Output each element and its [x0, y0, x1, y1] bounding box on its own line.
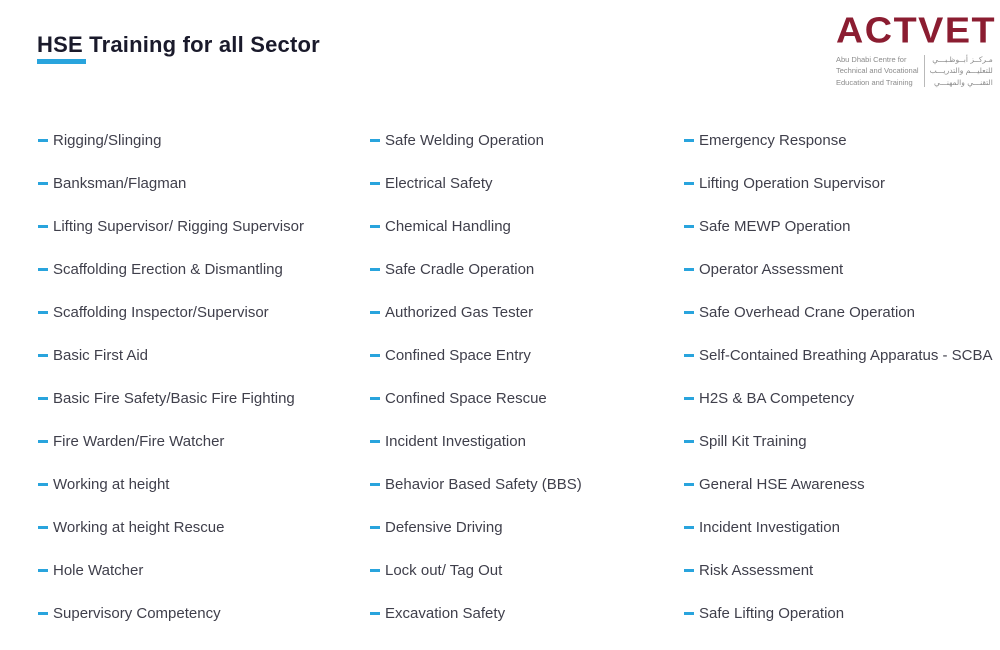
list-item — [684, 592, 993, 635]
dash-bullet-icon — [38, 612, 48, 615]
dash-bullet-icon — [38, 526, 48, 529]
training-course-label: Lifting Supervisor/ Rigging Supervisor — [53, 218, 304, 235]
list-item — [370, 334, 582, 377]
training-course-label: Incident Investigation — [699, 519, 840, 536]
dash-bullet-icon — [684, 569, 694, 572]
dash-bullet-icon — [684, 139, 694, 142]
dash-bullet-icon — [684, 354, 694, 357]
training-course-label: Safe Overhead Crane Operation — [699, 304, 915, 321]
dash-bullet-icon — [38, 225, 48, 228]
list-item — [684, 377, 993, 420]
dash-bullet-icon — [370, 139, 380, 142]
list-item — [370, 162, 582, 205]
dash-bullet-icon — [370, 354, 380, 357]
dash-bullet-icon — [370, 483, 380, 486]
list-item — [684, 162, 993, 205]
training-course-label: Chemical Handling — [385, 218, 511, 235]
dash-bullet-icon — [38, 397, 48, 400]
training-course-label: Rigging/Slinging — [53, 132, 162, 149]
list-item — [684, 506, 993, 549]
list-item — [684, 291, 993, 334]
list-item — [38, 420, 304, 463]
list-item — [684, 420, 993, 463]
actvet-logo — [836, 12, 1000, 88]
training-course-label: Working at height Rescue — [53, 519, 225, 536]
logo-arabic-line: للتعليـــم والتدريـــب — [929, 66, 993, 76]
list-item — [684, 334, 993, 377]
training-course-label: Basic Fire Safety/Basic Fire Fighting — [53, 390, 295, 407]
logo-divider — [924, 55, 925, 87]
logo-arabic-line: التقنـــي والمهنـــي — [933, 77, 993, 87]
list-item — [38, 377, 304, 420]
training-course-label: Banksman/Flagman — [53, 175, 187, 192]
dash-bullet-icon — [38, 440, 48, 443]
dash-bullet-icon — [370, 397, 380, 400]
dash-bullet-icon — [370, 268, 380, 271]
logo-taglines — [836, 54, 1000, 88]
dash-bullet-icon — [370, 569, 380, 572]
title-underline-bar — [37, 59, 86, 64]
training-course-label: Lifting Operation Supervisor — [699, 175, 885, 192]
dash-bullet-icon — [370, 612, 380, 615]
training-course-label: Confined Space Entry — [385, 347, 531, 364]
dash-bullet-icon — [370, 182, 380, 185]
training-course-label: Defensive Driving — [385, 519, 503, 536]
dash-bullet-icon — [370, 225, 380, 228]
list-item — [684, 205, 993, 248]
training-course-label: Supervisory Competency — [53, 605, 221, 622]
dash-bullet-icon — [684, 526, 694, 529]
list-item — [370, 420, 582, 463]
dash-bullet-icon — [38, 311, 48, 314]
training-course-label: Scaffolding Erection & Dismantling — [53, 261, 283, 278]
training-course-label: Lock out/ Tag Out — [385, 562, 503, 579]
logo-tagline-line: Technical and Vocational — [836, 66, 919, 76]
list-item — [684, 119, 993, 162]
training-course-label: Self-Contained Breathing Apparatus - SCBA — [699, 347, 993, 364]
dash-bullet-icon — [370, 311, 380, 314]
training-course-label: Safe Cradle Operation — [385, 261, 535, 278]
dash-bullet-icon — [38, 182, 48, 185]
dash-bullet-icon — [38, 268, 48, 271]
list-item — [38, 334, 304, 377]
logo-tagline-arabic — [930, 54, 993, 88]
list-item — [38, 506, 304, 549]
list-item — [370, 592, 582, 635]
training-course-label: Emergency Response — [699, 132, 847, 149]
dash-bullet-icon — [684, 440, 694, 443]
dash-bullet-icon — [38, 354, 48, 357]
dash-bullet-icon — [370, 440, 380, 443]
training-column-3 — [684, 119, 993, 635]
dash-bullet-icon — [684, 268, 694, 271]
list-item — [370, 205, 582, 248]
list-item — [38, 248, 304, 291]
dash-bullet-icon — [684, 483, 694, 486]
dash-bullet-icon — [684, 225, 694, 228]
logo-tagline-english — [836, 54, 919, 88]
training-course-label: Safe Lifting Operation — [699, 605, 845, 622]
training-course-label: Electrical Safety — [385, 175, 493, 192]
list-item — [38, 463, 304, 506]
dash-bullet-icon — [38, 569, 48, 572]
list-item — [38, 291, 304, 334]
training-course-label: Basic First Aid — [53, 347, 149, 364]
list-item — [370, 377, 582, 420]
dash-bullet-icon — [370, 526, 380, 529]
training-course-label: Excavation Safety — [385, 605, 506, 622]
list-item — [38, 162, 304, 205]
list-item — [370, 291, 582, 334]
training-course-label: Scaffolding Inspector/Supervisor — [53, 304, 269, 321]
dash-bullet-icon — [38, 139, 48, 142]
page-title: HSE Training for all Sector — [37, 32, 320, 57]
logo-arabic-line: مـركــز أبــوظـبـــي — [932, 55, 993, 64]
training-course-label: Incident Investigation — [385, 433, 526, 450]
training-course-label: Safe Welding Operation — [385, 132, 544, 149]
dash-bullet-icon — [684, 612, 694, 615]
list-item — [38, 549, 304, 592]
list-item — [370, 506, 582, 549]
list-item — [370, 248, 582, 291]
list-item — [684, 463, 993, 506]
training-course-label: General HSE Awareness — [699, 476, 865, 493]
list-item — [38, 205, 304, 248]
dash-bullet-icon — [684, 311, 694, 314]
list-item — [684, 549, 993, 592]
list-item — [370, 463, 582, 506]
training-course-label: H2S & BA Competency — [699, 390, 855, 407]
training-course-label: Hole Watcher — [53, 562, 144, 579]
actvet-wordmark: ACTVET — [836, 10, 997, 51]
training-column-1 — [38, 119, 304, 635]
training-course-label: Confined Space Rescue — [385, 390, 547, 407]
training-course-label: Operator Assessment — [699, 261, 844, 278]
list-item — [370, 119, 582, 162]
training-course-label: Risk Assessment — [699, 562, 814, 579]
training-course-label: Working at height — [53, 476, 170, 493]
training-course-label: Behavior Based Safety (BBS) — [385, 476, 582, 493]
training-course-label: Fire Warden/Fire Watcher — [53, 433, 225, 450]
list-item — [38, 119, 304, 162]
dash-bullet-icon — [684, 182, 694, 185]
training-course-label: Authorized Gas Tester — [385, 304, 534, 321]
training-course-label: Safe MEWP Operation — [699, 218, 851, 235]
logo-tagline-line: Education and Training — [836, 77, 913, 87]
list-item — [38, 592, 304, 635]
logo-tagline-line: Abu Dhabi Centre for — [836, 55, 907, 64]
dash-bullet-icon — [38, 483, 48, 486]
list-item — [684, 248, 993, 291]
dash-bullet-icon — [684, 397, 694, 400]
training-course-label: Spill Kit Training — [699, 433, 807, 450]
training-column-2 — [370, 119, 582, 635]
list-item — [370, 549, 582, 592]
